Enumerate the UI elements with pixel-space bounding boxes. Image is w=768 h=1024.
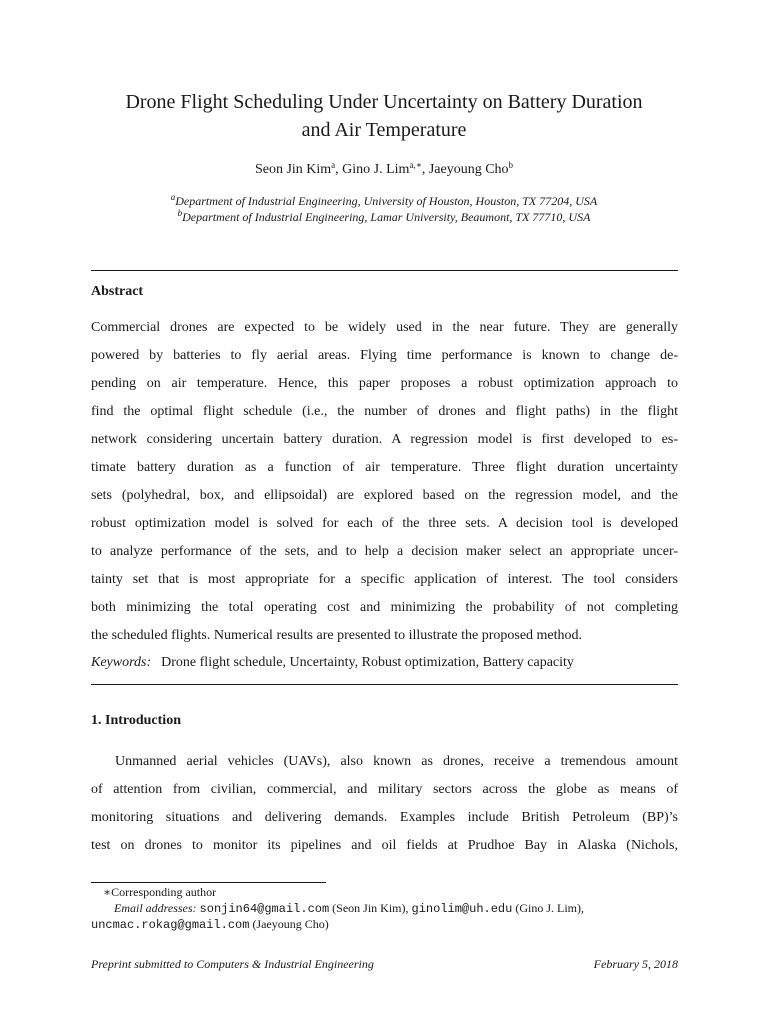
- paper-title: [60, 88, 708, 144]
- abstract-line: timate battery duration as a function of air temperature. Three flight duration uncertainty: [91, 460, 678, 475]
- author-name: Gino J. Lim: [342, 162, 410, 177]
- introduction-line: of attention from civilian, commercial, and military sectors across the globe as means of: [91, 782, 678, 797]
- author-name: Seon Jin Kim: [254, 162, 332, 177]
- introduction-line: Unmanned aerial vehicles (UAVs), also known as drones, receive a tremendous amount: [115, 754, 678, 769]
- introduction-body: [91, 748, 678, 860]
- abstract-line: sets (polyhedral, box, and ellipsoidal) are explored based on the regression model, and the: [91, 488, 678, 503]
- author-name: Jaeyoung Cho: [428, 162, 509, 177]
- section-heading-introduction: 1. Introduction: [91, 713, 181, 728]
- footnote-corresponding-author: ∗Corresponding author: [103, 885, 217, 899]
- email-label: Email addresses:: [114, 901, 197, 915]
- author-affiliation-mark: b: [508, 160, 514, 170]
- introduction-line: test on drones to monitor its pipelines and oil fields at Prudhoe Bay in Alaska (Nichols,: [91, 838, 678, 853]
- introduction-line: monitoring situations and delivering demands. Examples include British Petroleum (BP)’s: [91, 810, 678, 825]
- email-owner: (Seon Jin Kim),: [329, 901, 412, 915]
- affiliation-mark: b: [177, 208, 183, 218]
- email-link[interactable]: uncmac.rokag@gmail.com: [91, 918, 250, 932]
- author-affiliation-mark: a: [331, 160, 336, 170]
- paper-title-line-1: Drone Flight Scheduling Under Uncertainty on Battery Duration: [125, 91, 643, 113]
- keywords: [91, 652, 678, 674]
- abstract-line: find the optimal flight schedule (i.e., the number of drones and flight paths) in the flight: [91, 404, 678, 419]
- author-separator: ,: [421, 162, 429, 177]
- email-link[interactable]: ginolim@uh.edu: [411, 902, 513, 916]
- abstract-body: [91, 314, 678, 650]
- footer-journal: Preprint submitted to Computers & Industrial Engineering: [91, 957, 374, 971]
- affiliation: [0, 194, 768, 209]
- footer-date: February 5, 2018: [593, 957, 678, 971]
- abstract-line: powered by batteries to fly aerial areas. Flying time performance is known to change de-: [91, 348, 678, 363]
- author-affiliation-mark: a,∗: [409, 160, 422, 170]
- affiliation-mark: a: [170, 192, 176, 202]
- keywords-list: Drone flight schedule, Uncertainty, Robust optimization, Battery capacity: [161, 655, 574, 670]
- footnote-emails-continued: [91, 916, 329, 933]
- abstract-line: both minimizing the total operating cost and minimizing the probability of not completing: [91, 600, 678, 615]
- paper-title-line-2: and Air Temperature: [301, 119, 467, 141]
- email-owner: (Jaeyoung Cho): [249, 917, 329, 931]
- affiliation-text: Department of Industrial Engineering, Lamar University, Beaumont, TX 77710, USA: [182, 210, 591, 224]
- abstract-line: pending on air temperature. Hence, this paper proposes a robust optimization approach to: [91, 376, 678, 391]
- affiliation-text: Department of Industrial Engineering, University of Houston, Houston, TX 77204, USA: [175, 194, 598, 208]
- author-separator: ,: [335, 162, 343, 177]
- abstract-line: to analyze performance of the sets, and to help a decision maker select an appropriate uncer-: [91, 544, 678, 559]
- affiliation: [0, 210, 768, 225]
- abstract-line: network considering uncertain battery duration. A regression model is first developed to es-: [91, 432, 678, 447]
- footnote-rule: [91, 882, 326, 883]
- abstract-top-rule: [91, 270, 678, 271]
- abstract-heading: Abstract: [91, 284, 144, 299]
- abstract-bottom-rule: [91, 684, 678, 685]
- email-link[interactable]: sonjin64@gmail.com: [199, 902, 330, 916]
- author-list: [0, 162, 768, 178]
- abstract-line: the scheduled flights. Numerical results are presented to illustrate the proposed method.: [91, 628, 583, 643]
- abstract-line: robust optimization model is solved for each of the three sets. A decision tool is developed: [91, 516, 678, 531]
- email-owner: (Gino J. Lim),: [512, 901, 585, 915]
- footnote-emails: [114, 900, 584, 917]
- abstract-line: Commercial drones are expected to be widely used in the near future. They are generally: [91, 320, 678, 335]
- keywords-label: Keywords:: [91, 655, 152, 670]
- abstract-line: tainty set that is most appropriate for a specific application of interest. The tool considers: [91, 572, 678, 587]
